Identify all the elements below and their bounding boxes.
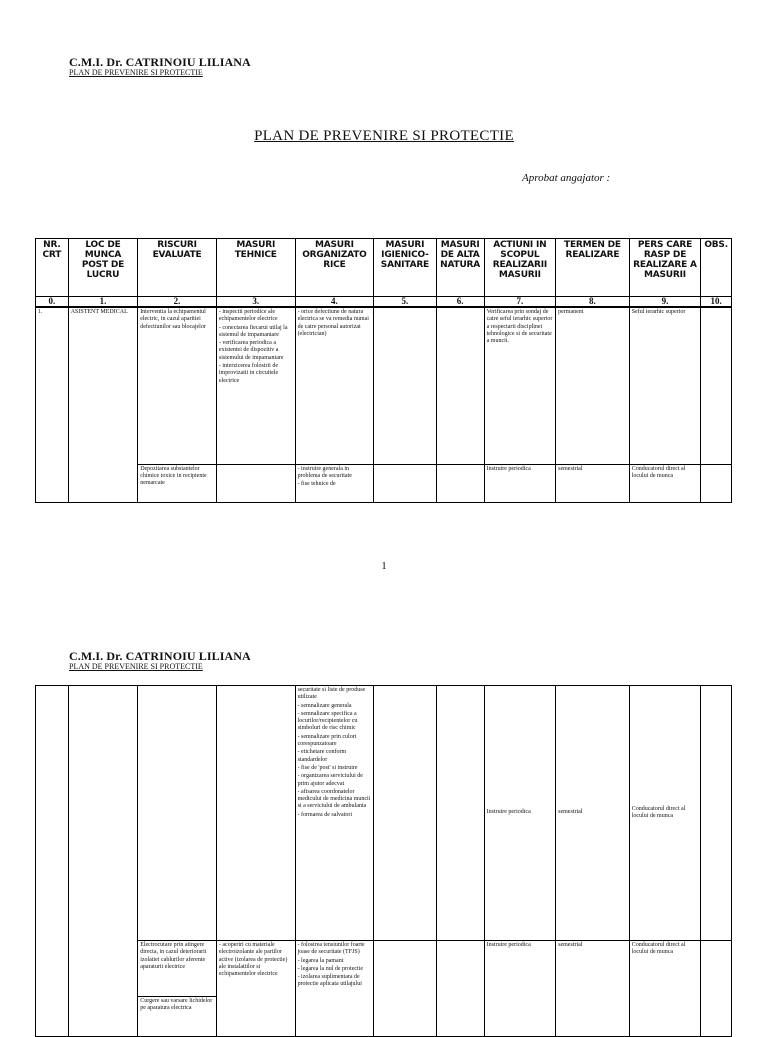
responsible-cell: Conducatorul direct al locului de munca xyxy=(629,941,701,1037)
page-title: PLAN DE PREVENIRE SI PROTECTIE xyxy=(254,128,514,144)
other-measures-cell xyxy=(436,464,484,502)
measure-item: - semnalizare prin culori corespunzatoare xyxy=(297,733,357,748)
technical-measures-cell: - acoperiri cu materiale electroizolante ale partilor active (izolarea de protectie) ale instalatiilor si echipamentelor electrice xyxy=(216,941,295,1037)
technical-measures-cell xyxy=(216,307,295,464)
measure-item: - izolarea suplimentara de protectie aplicata utilajului xyxy=(297,974,362,988)
measure-item: - conectarea fiecarui utilaj la sistemul de impamantare xyxy=(218,324,288,338)
page-number: 1 xyxy=(381,560,387,572)
measure-item: - fise de 'post' si instruire xyxy=(297,764,358,771)
col-number: 4. xyxy=(295,297,374,308)
measure-item: - fise tehnice de xyxy=(297,481,336,488)
other-measures-cell xyxy=(436,307,484,464)
header-persoana: PERS CARE RASP DE REALIZARE A MASURII xyxy=(629,239,701,297)
approved-by-label: Aprobat angajator : xyxy=(522,172,611,184)
risk-cell: Interventia la echipamentul electric, in cazul aparitiei defectiunilor sau blocajelor xyxy=(138,307,217,464)
technical-measures-cell xyxy=(216,686,295,941)
measure-item: - semnalizare generala xyxy=(297,702,352,709)
observations-cell xyxy=(701,307,732,464)
workplace-cell: ASISTENT MEDICAL xyxy=(68,307,137,502)
hygiene-measures-cell xyxy=(374,941,436,1037)
measure-item: securitate si liste de produse utilizate xyxy=(297,687,366,701)
document-subtitle: PLAN DE PREVENIRE SI PROTECTIE xyxy=(69,68,203,77)
table-header-row xyxy=(36,239,732,297)
col-number: 6. xyxy=(436,297,484,308)
measure-item: - instruire generala in problema de securitate xyxy=(297,465,352,479)
deadline-cell: semestrial xyxy=(556,941,630,1037)
measure-item: - legarea la pamant xyxy=(297,957,344,964)
table-row xyxy=(36,464,732,502)
responsible-cell: Conducatorul direct al locului de munca xyxy=(629,686,701,941)
header-masuri-tehnice: MASURI TEHNICE xyxy=(216,239,295,297)
col-number: 9. xyxy=(629,297,701,308)
table-row xyxy=(36,307,732,464)
risk-cell xyxy=(138,686,217,941)
header-loc-munca: LOC DE MUNCA POST DE LUCRU xyxy=(68,239,137,297)
organizational-measures-cell: - orice defectiune de natura electrica se va remedia numai de catre personal autorizat (electrician) xyxy=(295,307,374,464)
hygiene-measures-cell xyxy=(374,686,436,941)
header-obs: OBS. xyxy=(701,239,732,297)
measure-item: - afisarea coordonatelor medicului de medicina muncii si a serviciului de ambulanta xyxy=(297,788,371,810)
other-measures-cell xyxy=(436,686,484,941)
measure-item: - folosirea tensiunilor foarte joase de securitate (TFJS) xyxy=(297,942,365,956)
table-row xyxy=(36,941,732,997)
header-masuri-igienico: MASURI IGIENICO-SANITARE xyxy=(374,239,436,297)
organization-name: C.M.I. Dr. CATRINOIU LILIANA xyxy=(69,649,251,663)
organizational-measures-cell xyxy=(295,686,374,941)
responsible-cell: Seful ierarhic superior xyxy=(629,307,701,464)
header-riscuri: RISCURI EVALUATE xyxy=(138,239,217,297)
hygiene-measures-cell xyxy=(374,307,436,464)
col-number: 1. xyxy=(68,297,137,308)
measure-item: - interzicerea folosirii de improvizatii in circuitele electrice xyxy=(218,363,279,384)
col-number: 2. xyxy=(138,297,217,308)
risk-cell: Curgere sau varsare lichidelor pe aparatura electrica xyxy=(138,997,217,1037)
other-measures-cell xyxy=(436,941,484,1037)
row-number: 1. xyxy=(36,307,69,502)
responsible-cell: Conducatorul direct al locului de munca xyxy=(629,464,701,502)
observations-cell xyxy=(701,941,732,1037)
actions-cell: Instruire periodica xyxy=(484,686,556,941)
document-subtitle: PLAN DE PREVENIRE SI PROTECTIE xyxy=(69,662,203,671)
col-number: 5. xyxy=(374,297,436,308)
measure-item: - inspectii periodice ale echipamentelor electrice xyxy=(218,309,278,323)
header-nr-crt: NR. CRT xyxy=(36,239,69,297)
measure-item: - organizarea serviciului de prim ajutor adecvat xyxy=(297,773,363,787)
measure-item: - semnalizare specifica a locurilor/recipientelor cu simboluri de risc chimic xyxy=(297,710,358,732)
prevention-plan-table-continued xyxy=(35,685,732,1037)
observations-cell xyxy=(701,464,732,502)
col-number: 10. xyxy=(701,297,732,308)
organization-name: C.M.I. Dr. CATRINOIU LILIANA xyxy=(69,55,251,69)
header-termen: TERMEN DE REALIZARE xyxy=(556,239,630,297)
technical-measures-cell xyxy=(216,464,295,502)
row-number xyxy=(36,686,69,1037)
observations-cell xyxy=(701,686,732,941)
col-number: 8. xyxy=(556,297,630,308)
measure-item: - formarea de salvatori xyxy=(297,811,353,818)
header-masuri-alta-natura: MASURI DE ALTA NATURA xyxy=(436,239,484,297)
deadline-cell: semestrial xyxy=(556,686,630,941)
risk-cell: Electrocutare prin atingere directa, in cazul deteriorarii izolatiei cablurilor aferente aparaturii electrice xyxy=(138,941,217,997)
column-number-row xyxy=(36,297,732,308)
header-masuri-organizatorice: MASURI ORGANIZATO RICE xyxy=(295,239,374,297)
workplace-cell xyxy=(68,686,137,1037)
measure-item: - etichetare conform standardelor xyxy=(297,749,347,763)
organizational-measures-cell xyxy=(295,464,374,502)
risk-cell: Depozitarea substantelor chimice toxice in recipiente nemarcate xyxy=(138,464,217,502)
actions-cell: Instruire periodica xyxy=(484,941,556,1037)
col-number: 7. xyxy=(484,297,556,308)
hygiene-measures-cell xyxy=(374,464,436,502)
deadline-cell: semestrial xyxy=(556,464,630,502)
table-row xyxy=(36,686,732,941)
header-actiuni: ACTIUNI IN SCOPUL REALIZARII MASURII xyxy=(484,239,556,297)
col-number: 3. xyxy=(216,297,295,308)
col-number: 0. xyxy=(36,297,69,308)
organizational-measures-cell xyxy=(295,941,374,1037)
prevention-plan-table xyxy=(35,238,732,503)
actions-cell: Verificarea prin sondaj de catre seful ierarhic superior a respectarii disciplinei tehnologice si de securitate a muncii. xyxy=(484,307,556,464)
measure-item: - verificarea periodica a existentei de dispozitiv a sistemului de impamantare xyxy=(218,340,284,361)
measure-item: - legarea la nul de protectie xyxy=(297,965,364,972)
deadline-cell: permanent xyxy=(556,307,630,464)
actions-cell: Instruire periodica xyxy=(484,464,556,502)
